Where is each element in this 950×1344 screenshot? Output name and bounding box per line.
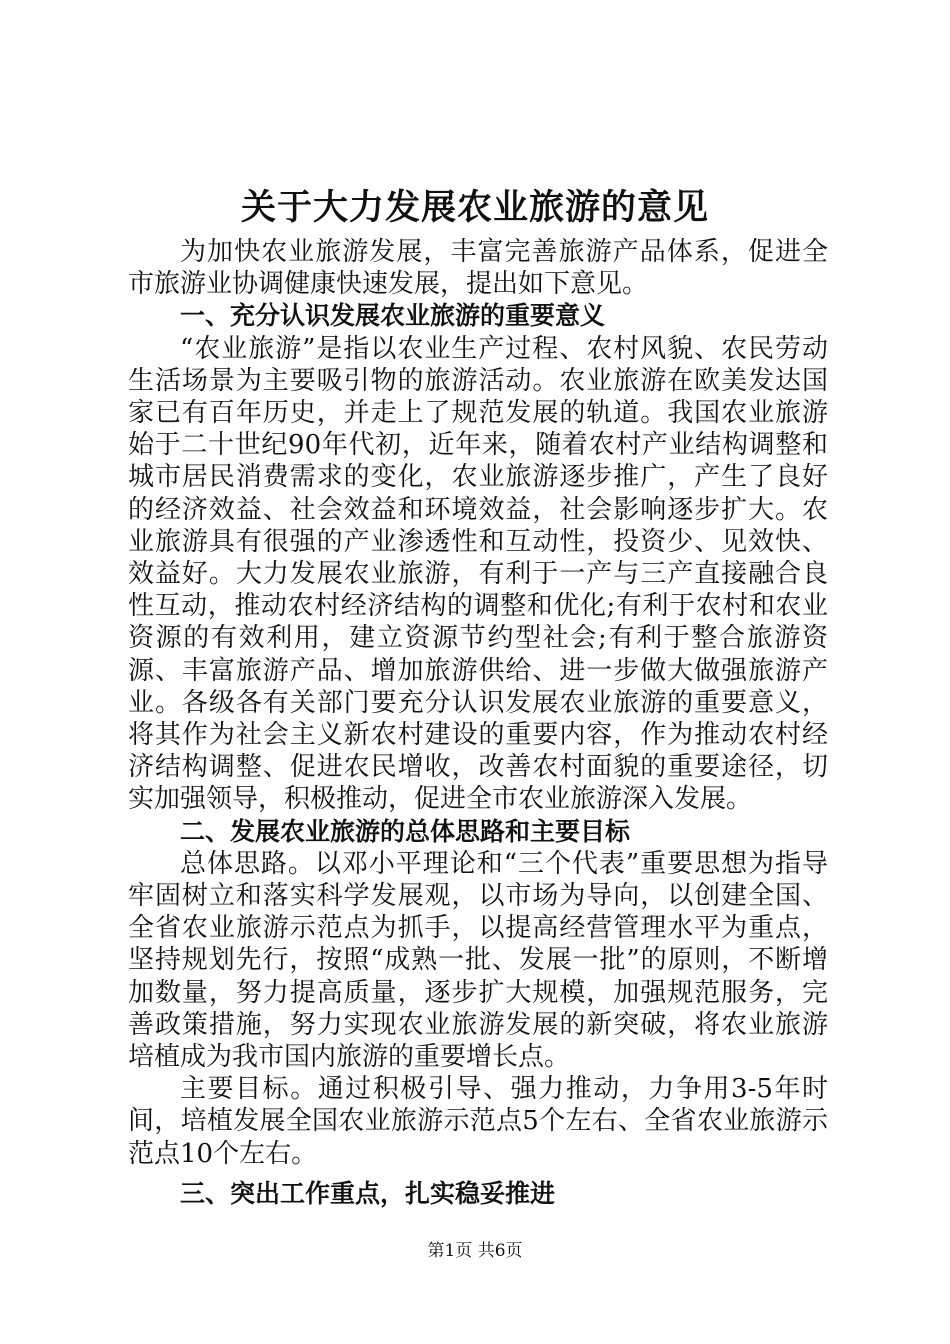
document-title: 关于大力发展农业旅游的意见 xyxy=(240,187,709,228)
section-heading-1: 一、充分认识发展农业旅游的重要意义 xyxy=(180,301,606,331)
section-heading-2: 二、发展农业旅游的总体思路和主要目标 xyxy=(180,816,631,846)
body-paragraph: 总体思路。以邓小平理论和“三个代表”重要思想为指导牢固树立和落实科学发展观，以市场为导向，以创建全国、全省农业旅游示范点为抓手，以提高经营管理水平为重点，坚持规划先行，按照“成熟一批、发展一批”的原则，不断增加数量，努力提高质量，逐步扩大规模，加强规范服务，完善政策措施，努力实现农业旅游发展的新突破，将农业旅游培植成为我市国内旅游的重要增长点。 xyxy=(128,848,828,1073)
document-body xyxy=(128,236,828,1210)
intro-paragraph: 为加快农业旅游发展，丰富完善旅游产品体系，促进全市旅游业协调健康快速发展，提出如下意见。 xyxy=(128,237,828,300)
body-paragraph: 主要目标。通过积极引导、强力推动，力争用3-5年时间，培植发展全国农业旅游示范点5个左右、全省农业旅游示范点10个左右。 xyxy=(128,1074,828,1169)
page-number-footer: 第1页 共6页 xyxy=(427,1241,523,1261)
section-heading-3: 三、突出工作重点，扎实稳妥推进 xyxy=(180,1178,556,1208)
body-paragraph: “农业旅游”是指以农业生产过程、农村风貌、农民劳动生活场景为主要吸引物的旅游活动。农业旅游在欧美发达国家已有百年历史，并走上了规范发展的轨道。我国农业旅游始于二十世纪90年代初，近年来，随着农村产业结构调整和城市居民消费需求的变化，农业旅游逐步推广，产生了良好的经济效益、社会效益和环境效益，社会影响逐步扩大。农业旅游具有很强的产业渗透性和互动性，投资少、见效快、效益好。大力发展农业旅游，有利于一产与三产直接融合良性互动，推动农村经济结构的调整和优化;有利于农村和农业资源的有效利用，建立资源节约型社会;有利于整合旅游资源、丰富旅游产品、增加旅游供给、进一步做大做强旅游产业。各级各有关部门要充分认识发展农业旅游的重要意义，将其作为社会主义新农村建设的重要内容，作为推动农村经济结构调整、促进农民增收，改善农村面貌的重要途径，切实加强领导，积极推动，促进全市农业旅游深入发展。 xyxy=(128,333,828,815)
